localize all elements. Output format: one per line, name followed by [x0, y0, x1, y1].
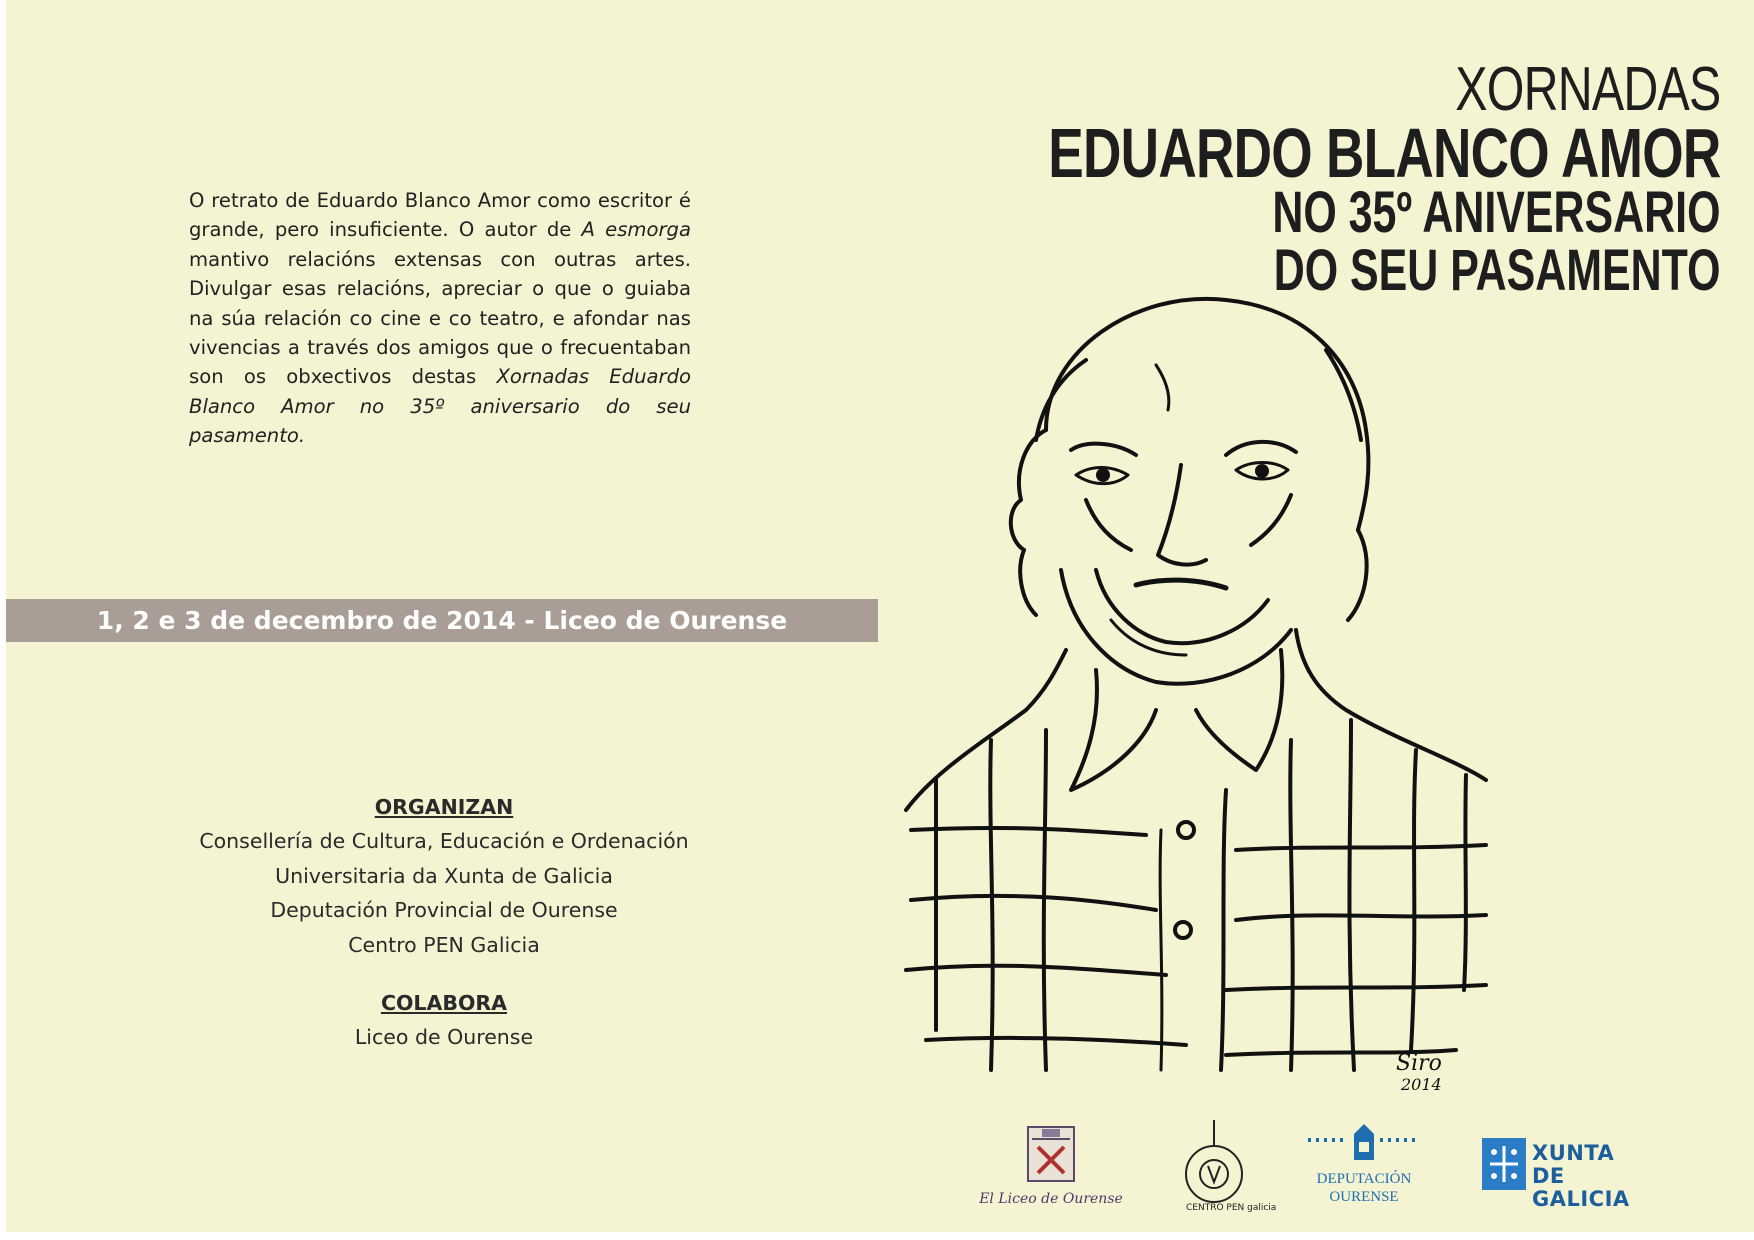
- intro-event-name: Xornadas Eduardo Blanco Amor no 35º aniversario do seu pasamento.: [189, 365, 691, 448]
- deputacion-line1: DEPUTACIÓN: [1316, 1171, 1412, 1187]
- liceo-crest-icon: [966, 1125, 1136, 1189]
- title-block: [836, 55, 1720, 303]
- deputacion-logo-text: [1304, 1170, 1424, 1206]
- intro-book-title: A esmorga: [581, 218, 691, 242]
- colabora-heading: COLABORA: [380, 991, 508, 1015]
- title-xornadas: XORNADAS: [1454, 55, 1720, 124]
- xunta-emblem-icon: [1482, 1138, 1526, 1190]
- xunta-logo: [1482, 1138, 1662, 1211]
- title-name: EDUARDO BLANCO AMOR: [1047, 114, 1720, 192]
- portrait-illustration: [896, 270, 1496, 1100]
- organizan-heading: ORGANIZAN: [374, 795, 514, 819]
- xunta-logo-text: [1532, 1142, 1662, 1211]
- collaborator-line: Liceo de Ourense: [354, 1025, 534, 1049]
- pen-emblem-icon: [1174, 1118, 1277, 1218]
- deputacion-crest-icon: [1304, 1120, 1424, 1166]
- intro-text-1: O retrato de Eduardo Blanco Amor como escritor é grande, pero insuficiente. O autor de: [189, 189, 691, 242]
- deputacion-logo: [1304, 1120, 1424, 1215]
- organizer-line: Consellería de Cultura, Educación e Ordenación: [199, 829, 689, 853]
- date-band: [6, 599, 878, 642]
- organizer-line: Universitaria da Xunta de Galicia: [275, 863, 613, 888]
- title-anniversary: NO 35º ANIVERSARIO: [1271, 180, 1720, 245]
- pen-logo-text: CENTRO PEN galicia: [1186, 1203, 1277, 1213]
- intro-paragraph: [189, 186, 691, 451]
- organizer-line: Deputación Provincial de Ourense: [270, 898, 618, 922]
- signature-year: 2014: [1401, 1075, 1442, 1094]
- xunta-line2: DE GALICIA: [1532, 1164, 1630, 1211]
- pen-logo: [1174, 1118, 1277, 1218]
- intro-text-2: mantivo relacións extensas con outras artes. Divulgar esas relacións, apreciar o que o guiaba na súa relación co cine e co teatro, e afondar nas vivencias a través dos amigos que o frecuentaban son os obxectivos destas: [189, 247, 691, 389]
- date-band-text: 1, 2 e 3 de decembro de 2014 - Liceo de Ourense: [96, 606, 788, 635]
- deputacion-line2: OURENSE: [1329, 1189, 1399, 1205]
- credits: [144, 790, 744, 1055]
- liceo-logo-text: El Liceo de Ourense: [979, 1191, 1123, 1207]
- xunta-line1: XUNTA: [1532, 1141, 1615, 1165]
- brochure-page: [6, 0, 1754, 1232]
- title-passing: DO SEU PASAMENTO: [1273, 238, 1720, 303]
- liceo-logo: [966, 1125, 1136, 1215]
- organizer-line: Centro PEN Galicia: [348, 932, 540, 957]
- signature-name: Siro: [1396, 1051, 1442, 1076]
